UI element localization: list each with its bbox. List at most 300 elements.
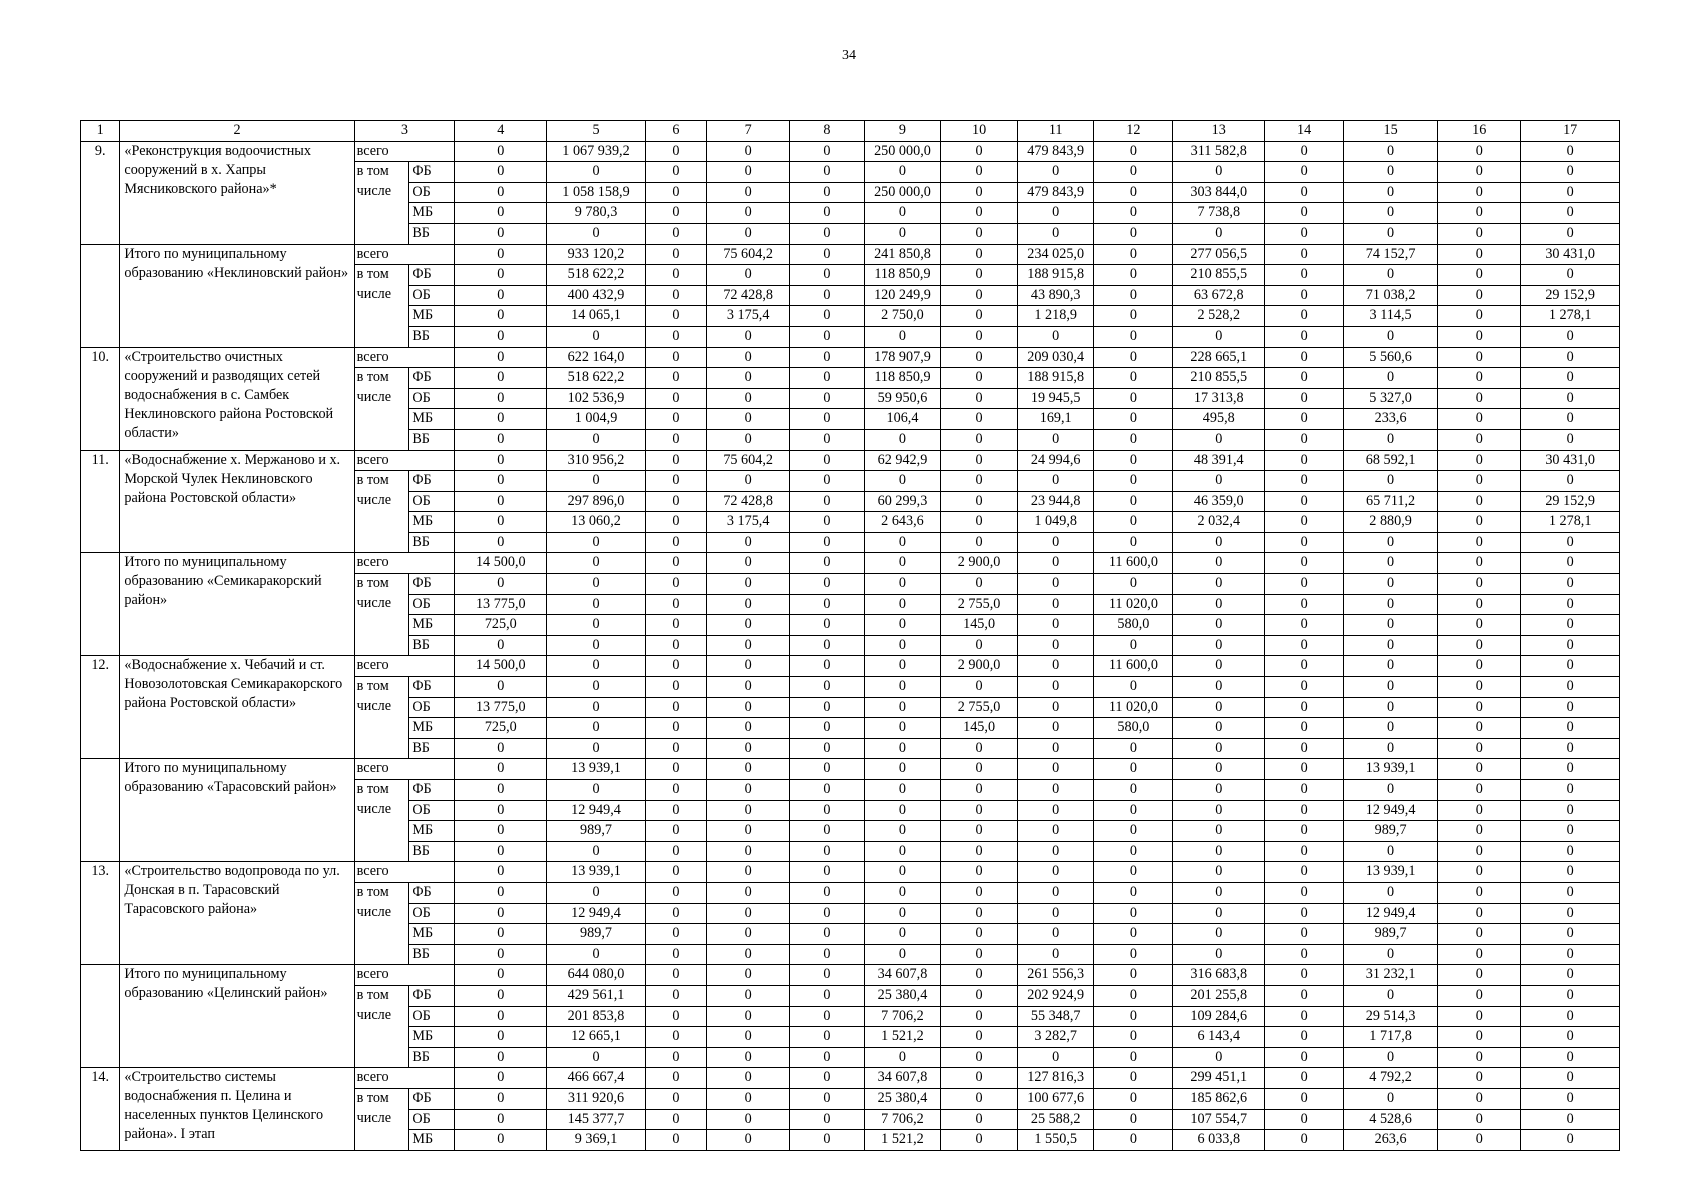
value-cell: 0	[645, 491, 706, 512]
value-cell: 0	[645, 882, 706, 903]
value-cell: 0	[1521, 759, 1620, 780]
value-cell: 0	[707, 1047, 790, 1068]
value-cell: 0	[1265, 1088, 1344, 1109]
value-cell: 0	[1094, 429, 1173, 450]
value-cell: 0	[1265, 1027, 1344, 1048]
value-cell: 0	[1521, 985, 1620, 1006]
value-cell: 0	[1173, 532, 1265, 553]
value-cell: 0	[941, 244, 1018, 265]
value-cell: 0	[645, 347, 706, 368]
value-cell: 0	[790, 450, 864, 471]
value-cell: 65 711,2	[1344, 491, 1438, 512]
value-cell: 0	[1344, 697, 1438, 718]
value-cell: 0	[941, 306, 1018, 327]
value-cell: 0	[1265, 285, 1344, 306]
value-cell: 0	[1521, 1130, 1620, 1151]
value-cell: 118 850,9	[864, 368, 941, 389]
funding-source: ОБ	[409, 903, 455, 924]
including-label: числе	[354, 1006, 409, 1027]
value-cell: 0	[547, 553, 646, 574]
value-cell: 0	[1521, 903, 1620, 924]
value-cell: 0	[1173, 697, 1265, 718]
value-cell: 0	[1017, 594, 1094, 615]
value-cell: 25 380,4	[864, 985, 941, 1006]
value-cell: 0	[455, 903, 547, 924]
item-name: Итого по муниципальному образованию «Семикаракорский район»	[120, 553, 354, 656]
value-cell: 19 945,5	[1017, 388, 1094, 409]
value-cell: 0	[1438, 1130, 1521, 1151]
value-cell: 297 896,0	[547, 491, 646, 512]
value-cell: 241 850,8	[864, 244, 941, 265]
value-cell: 0	[1438, 1047, 1521, 1068]
value-cell: 0	[455, 1088, 547, 1109]
value-cell: 0	[1094, 635, 1173, 656]
column-number: 17	[1521, 121, 1620, 142]
value-cell: 0	[707, 1130, 790, 1151]
including-label: числе	[354, 697, 409, 718]
value-cell: 0	[1344, 326, 1438, 347]
value-cell: 0	[1094, 738, 1173, 759]
value-cell: 0	[707, 697, 790, 718]
value-cell: 0	[547, 1047, 646, 1068]
value-cell: 145 377,7	[547, 1109, 646, 1130]
value-cell: 0	[645, 697, 706, 718]
value-cell: 0	[1173, 759, 1265, 780]
value-cell: 0	[1521, 800, 1620, 821]
value-cell: 0	[1438, 553, 1521, 574]
funding-source: ВБ	[409, 532, 455, 553]
value-cell: 0	[707, 738, 790, 759]
including-label	[354, 718, 409, 739]
column-number: 10	[941, 121, 1018, 142]
including-label: в том	[354, 265, 409, 286]
value-cell: 0	[1438, 203, 1521, 224]
value-cell: 0	[1344, 1047, 1438, 1068]
value-cell: 0	[547, 429, 646, 450]
value-cell: 0	[941, 800, 1018, 821]
value-cell: 0	[1521, 882, 1620, 903]
value-cell: 2 755,0	[941, 697, 1018, 718]
value-cell: 0	[547, 615, 646, 636]
value-cell: 0	[1265, 718, 1344, 739]
including-label	[354, 615, 409, 636]
value-cell: 0	[1265, 841, 1344, 862]
value-cell: 12 949,4	[547, 800, 646, 821]
value-cell: 0	[1173, 841, 1265, 862]
value-cell: 0	[455, 924, 547, 945]
value-cell: 0	[455, 512, 547, 533]
value-cell: 29 152,9	[1521, 491, 1620, 512]
value-cell: 0	[455, 677, 547, 698]
item-number	[81, 759, 120, 862]
value-cell: 0	[1265, 491, 1344, 512]
funding-source: ОБ	[409, 594, 455, 615]
funding-source: МБ	[409, 306, 455, 327]
value-cell: 277 056,5	[1173, 244, 1265, 265]
value-cell: 0	[1094, 141, 1173, 162]
value-cell: 311 920,6	[547, 1088, 646, 1109]
value-cell: 0	[790, 862, 864, 883]
value-cell: 0	[1265, 471, 1344, 492]
value-cell: 0	[645, 574, 706, 595]
value-cell: 0	[790, 512, 864, 533]
value-cell: 0	[941, 409, 1018, 430]
value-cell: 3 282,7	[1017, 1027, 1094, 1048]
value-cell: 0	[1344, 471, 1438, 492]
value-cell: 0	[1265, 944, 1344, 965]
item-number: 10.	[81, 347, 120, 450]
value-cell: 0	[1344, 162, 1438, 183]
value-cell: 0	[1094, 800, 1173, 821]
value-cell: 0	[941, 141, 1018, 162]
value-cell: 0	[1521, 203, 1620, 224]
value-cell: 0	[1438, 821, 1521, 842]
value-cell: 60 299,3	[864, 491, 941, 512]
value-cell: 0	[1017, 162, 1094, 183]
value-cell: 0	[455, 574, 547, 595]
value-cell: 0	[790, 594, 864, 615]
value-cell: 0	[455, 882, 547, 903]
value-cell: 59 950,6	[864, 388, 941, 409]
value-cell: 0	[645, 1088, 706, 1109]
funding-source: ФБ	[409, 985, 455, 1006]
column-number: 14	[1265, 121, 1344, 142]
value-cell: 0	[547, 780, 646, 801]
funding-source: ФБ	[409, 780, 455, 801]
value-cell: 0	[1521, 718, 1620, 739]
value-cell: 261 556,3	[1017, 965, 1094, 986]
value-cell: 0	[1438, 1109, 1521, 1130]
value-cell: 0	[455, 203, 547, 224]
value-cell: 0	[1173, 821, 1265, 842]
value-cell: 0	[707, 780, 790, 801]
value-cell: 0	[645, 841, 706, 862]
value-cell: 0	[1265, 862, 1344, 883]
value-cell: 0	[864, 841, 941, 862]
value-cell: 0	[1521, 635, 1620, 656]
funding-source: МБ	[409, 924, 455, 945]
value-cell: 0	[941, 265, 1018, 286]
value-cell: 0	[1438, 944, 1521, 965]
value-cell: 0	[455, 1047, 547, 1068]
value-cell: 0	[1438, 1088, 1521, 1109]
value-cell: 0	[941, 491, 1018, 512]
value-cell: 0	[707, 182, 790, 203]
value-cell: 0	[1094, 265, 1173, 286]
value-cell: 0	[790, 203, 864, 224]
value-cell: 11 020,0	[1094, 594, 1173, 615]
value-cell: 0	[707, 265, 790, 286]
value-cell: 0	[1521, 1027, 1620, 1048]
value-cell: 250 000,0	[864, 182, 941, 203]
value-cell: 0	[1017, 677, 1094, 698]
value-cell: 0	[790, 1109, 864, 1130]
value-cell: 311 582,8	[1173, 141, 1265, 162]
value-cell: 0	[1094, 1006, 1173, 1027]
value-cell: 3 175,4	[707, 512, 790, 533]
value-cell: 11 600,0	[1094, 656, 1173, 677]
value-cell: 644 080,0	[547, 965, 646, 986]
value-cell: 0	[645, 759, 706, 780]
value-cell: 0	[790, 409, 864, 430]
value-cell: 0	[1438, 738, 1521, 759]
value-cell: 0	[1438, 450, 1521, 471]
value-cell: 0	[707, 141, 790, 162]
value-cell: 0	[1265, 780, 1344, 801]
value-cell: 0	[1094, 1068, 1173, 1089]
value-cell: 0	[645, 1130, 706, 1151]
value-cell: 0	[547, 677, 646, 698]
value-cell: 0	[1521, 697, 1620, 718]
value-cell: 107 554,7	[1173, 1109, 1265, 1130]
funding-source: МБ	[409, 203, 455, 224]
value-cell: 0	[1017, 326, 1094, 347]
value-cell: 0	[790, 821, 864, 842]
value-cell: 0	[455, 265, 547, 286]
value-cell: 0	[1265, 1068, 1344, 1089]
item-name: «Строительство водопровода по ул. Донская в п. Тарасовский Тарасовского района»	[120, 862, 354, 965]
value-cell: 0	[941, 738, 1018, 759]
value-cell: 0	[1094, 1130, 1173, 1151]
value-cell: 0	[790, 924, 864, 945]
value-cell: 0	[547, 738, 646, 759]
funding-source: МБ	[409, 821, 455, 842]
value-cell: 0	[1094, 326, 1173, 347]
item-name: «Водоснабжение х. Мержаново и х. Морской Чулек Неклиновского района Ростовской области»	[120, 450, 354, 553]
value-cell: 0	[1094, 924, 1173, 945]
value-cell: 0	[790, 677, 864, 698]
value-cell: 0	[1094, 677, 1173, 698]
value-cell: 0	[864, 429, 941, 450]
value-cell: 0	[1344, 553, 1438, 574]
value-cell: 0	[1344, 265, 1438, 286]
value-cell: 0	[1438, 141, 1521, 162]
value-cell: 0	[455, 841, 547, 862]
value-cell: 1 550,5	[1017, 1130, 1094, 1151]
value-cell: 0	[864, 944, 941, 965]
value-cell: 0	[455, 532, 547, 553]
value-cell: 0	[790, 491, 864, 512]
value-cell: 0	[1438, 656, 1521, 677]
value-cell: 0	[1438, 532, 1521, 553]
value-cell: 0	[1094, 821, 1173, 842]
value-cell: 0	[1265, 1109, 1344, 1130]
column-number: 15	[1344, 121, 1438, 142]
value-cell: 0	[707, 162, 790, 183]
value-cell: 0	[941, 450, 1018, 471]
value-cell: 0	[1265, 965, 1344, 986]
value-cell: 0	[790, 265, 864, 286]
value-cell: 0	[707, 718, 790, 739]
value-cell: 0	[707, 429, 790, 450]
value-cell: 0	[645, 285, 706, 306]
value-cell: 0	[1094, 368, 1173, 389]
value-cell: 0	[1173, 553, 1265, 574]
value-cell: 17 313,8	[1173, 388, 1265, 409]
value-cell: 0	[547, 841, 646, 862]
funding-source: ОБ	[409, 491, 455, 512]
value-cell: 0	[455, 326, 547, 347]
value-cell: 989,7	[1344, 821, 1438, 842]
value-cell: 0	[1265, 635, 1344, 656]
including-label: числе	[354, 182, 409, 203]
value-cell: 0	[1344, 574, 1438, 595]
value-cell: 0	[1265, 1006, 1344, 1027]
value-cell: 0	[1094, 223, 1173, 244]
value-cell: 24 994,6	[1017, 450, 1094, 471]
value-cell: 0	[455, 450, 547, 471]
value-cell: 34 607,8	[864, 1068, 941, 1089]
value-cell: 0	[1017, 635, 1094, 656]
value-cell: 0	[864, 223, 941, 244]
value-cell: 0	[790, 944, 864, 965]
value-cell: 0	[1438, 347, 1521, 368]
value-cell: 0	[1173, 882, 1265, 903]
value-cell: 0	[645, 244, 706, 265]
value-cell: 0	[1438, 841, 1521, 862]
value-cell: 201 255,8	[1173, 985, 1265, 1006]
value-cell: 0	[1173, 862, 1265, 883]
value-cell: 0	[1265, 244, 1344, 265]
value-cell: 989,7	[547, 924, 646, 945]
value-cell: 0	[1521, 1068, 1620, 1089]
value-cell: 0	[941, 347, 1018, 368]
value-cell: 0	[1521, 677, 1620, 698]
value-cell: 0	[1438, 182, 1521, 203]
value-cell: 0	[645, 985, 706, 1006]
including-label: числе	[354, 491, 409, 512]
value-cell: 0	[1265, 182, 1344, 203]
value-cell: 263,6	[1344, 1130, 1438, 1151]
value-cell: 102 536,9	[547, 388, 646, 409]
value-cell: 580,0	[1094, 615, 1173, 636]
value-cell: 0	[1521, 965, 1620, 986]
value-cell: 0	[547, 718, 646, 739]
value-cell: 0	[790, 1027, 864, 1048]
value-cell: 0	[1521, 924, 1620, 945]
column-number: 3	[354, 121, 455, 142]
item-name: Итого по муниципальному образованию «Неклиновский район»	[120, 244, 354, 347]
value-cell: 0	[1438, 574, 1521, 595]
value-cell: 0	[941, 944, 1018, 965]
including-label	[354, 532, 409, 553]
value-cell: 0	[547, 944, 646, 965]
including-label	[354, 924, 409, 945]
column-number: 1	[81, 121, 120, 142]
value-cell: 0	[645, 924, 706, 945]
value-cell: 303 844,0	[1173, 182, 1265, 203]
table-row	[81, 244, 1620, 265]
value-cell: 7 706,2	[864, 1006, 941, 1027]
including-label: в том	[354, 471, 409, 492]
value-cell: 0	[1438, 635, 1521, 656]
including-label	[354, 223, 409, 244]
item-name: «Реконструкция водоочистных сооружений в х. Хапры Мясниковского района»*	[120, 141, 354, 244]
value-cell: 725,0	[455, 615, 547, 636]
including-label	[354, 306, 409, 327]
value-cell: 0	[1017, 821, 1094, 842]
value-cell: 0	[941, 512, 1018, 533]
column-number: 9	[864, 121, 941, 142]
value-cell: 0	[790, 1088, 864, 1109]
including-label: в том	[354, 574, 409, 595]
value-cell: 0	[1521, 1109, 1620, 1130]
value-cell: 0	[1265, 882, 1344, 903]
including-label	[354, 512, 409, 533]
value-cell: 0	[645, 326, 706, 347]
value-cell: 0	[941, 759, 1018, 780]
funding-source: ВБ	[409, 326, 455, 347]
value-cell: 0	[707, 409, 790, 430]
column-number: 7	[707, 121, 790, 142]
value-cell: 0	[1438, 862, 1521, 883]
value-cell: 0	[1521, 223, 1620, 244]
value-cell: 0	[1344, 882, 1438, 903]
table-row	[81, 1068, 1620, 1089]
value-cell: 0	[1265, 265, 1344, 286]
value-cell: 0	[1094, 306, 1173, 327]
value-cell: 0	[790, 656, 864, 677]
column-number: 11	[1017, 121, 1094, 142]
value-cell: 13 775,0	[455, 594, 547, 615]
value-cell: 0	[1094, 162, 1173, 183]
value-cell: 0	[1438, 1027, 1521, 1048]
value-cell: 0	[790, 780, 864, 801]
value-cell: 0	[1094, 512, 1173, 533]
value-cell: 0	[790, 388, 864, 409]
value-cell: 209 030,4	[1017, 347, 1094, 368]
value-cell: 1 004,9	[547, 409, 646, 430]
value-cell: 0	[455, 862, 547, 883]
value-cell: 0	[645, 677, 706, 698]
funding-source: ВБ	[409, 429, 455, 450]
value-cell: 0	[707, 1068, 790, 1089]
value-cell: 188 915,8	[1017, 368, 1094, 389]
value-cell: 0	[1173, 615, 1265, 636]
value-cell: 0	[790, 429, 864, 450]
value-cell: 0	[1017, 532, 1094, 553]
value-cell: 0	[864, 821, 941, 842]
value-cell: 0	[1521, 265, 1620, 286]
funding-source: МБ	[409, 512, 455, 533]
value-cell: 0	[1173, 944, 1265, 965]
value-cell: 479 843,9	[1017, 182, 1094, 203]
item-name: «Водоснабжение х. Чебачий и ст. Новозолотовская Семикаракорского района Ростовской области»	[120, 656, 354, 759]
value-cell: 0	[1094, 532, 1173, 553]
total-label: всего	[354, 450, 455, 471]
page-number: 34	[842, 48, 856, 63]
value-cell: 250 000,0	[864, 141, 941, 162]
value-cell: 0	[790, 1068, 864, 1089]
value-cell: 0	[1017, 574, 1094, 595]
value-cell: 0	[790, 368, 864, 389]
value-cell: 6 033,8	[1173, 1130, 1265, 1151]
value-cell: 0	[1344, 677, 1438, 698]
value-cell: 622 164,0	[547, 347, 646, 368]
value-cell: 0	[1521, 409, 1620, 430]
value-cell: 0	[864, 677, 941, 698]
value-cell: 34 607,8	[864, 965, 941, 986]
value-cell: 0	[1173, 429, 1265, 450]
value-cell: 0	[455, 738, 547, 759]
value-cell: 5 327,0	[1344, 388, 1438, 409]
value-cell: 0	[1265, 615, 1344, 636]
value-cell: 210 855,5	[1173, 265, 1265, 286]
value-cell: 14 065,1	[547, 306, 646, 327]
value-cell: 0	[455, 759, 547, 780]
value-cell: 0	[1438, 1006, 1521, 1027]
value-cell: 0	[455, 388, 547, 409]
